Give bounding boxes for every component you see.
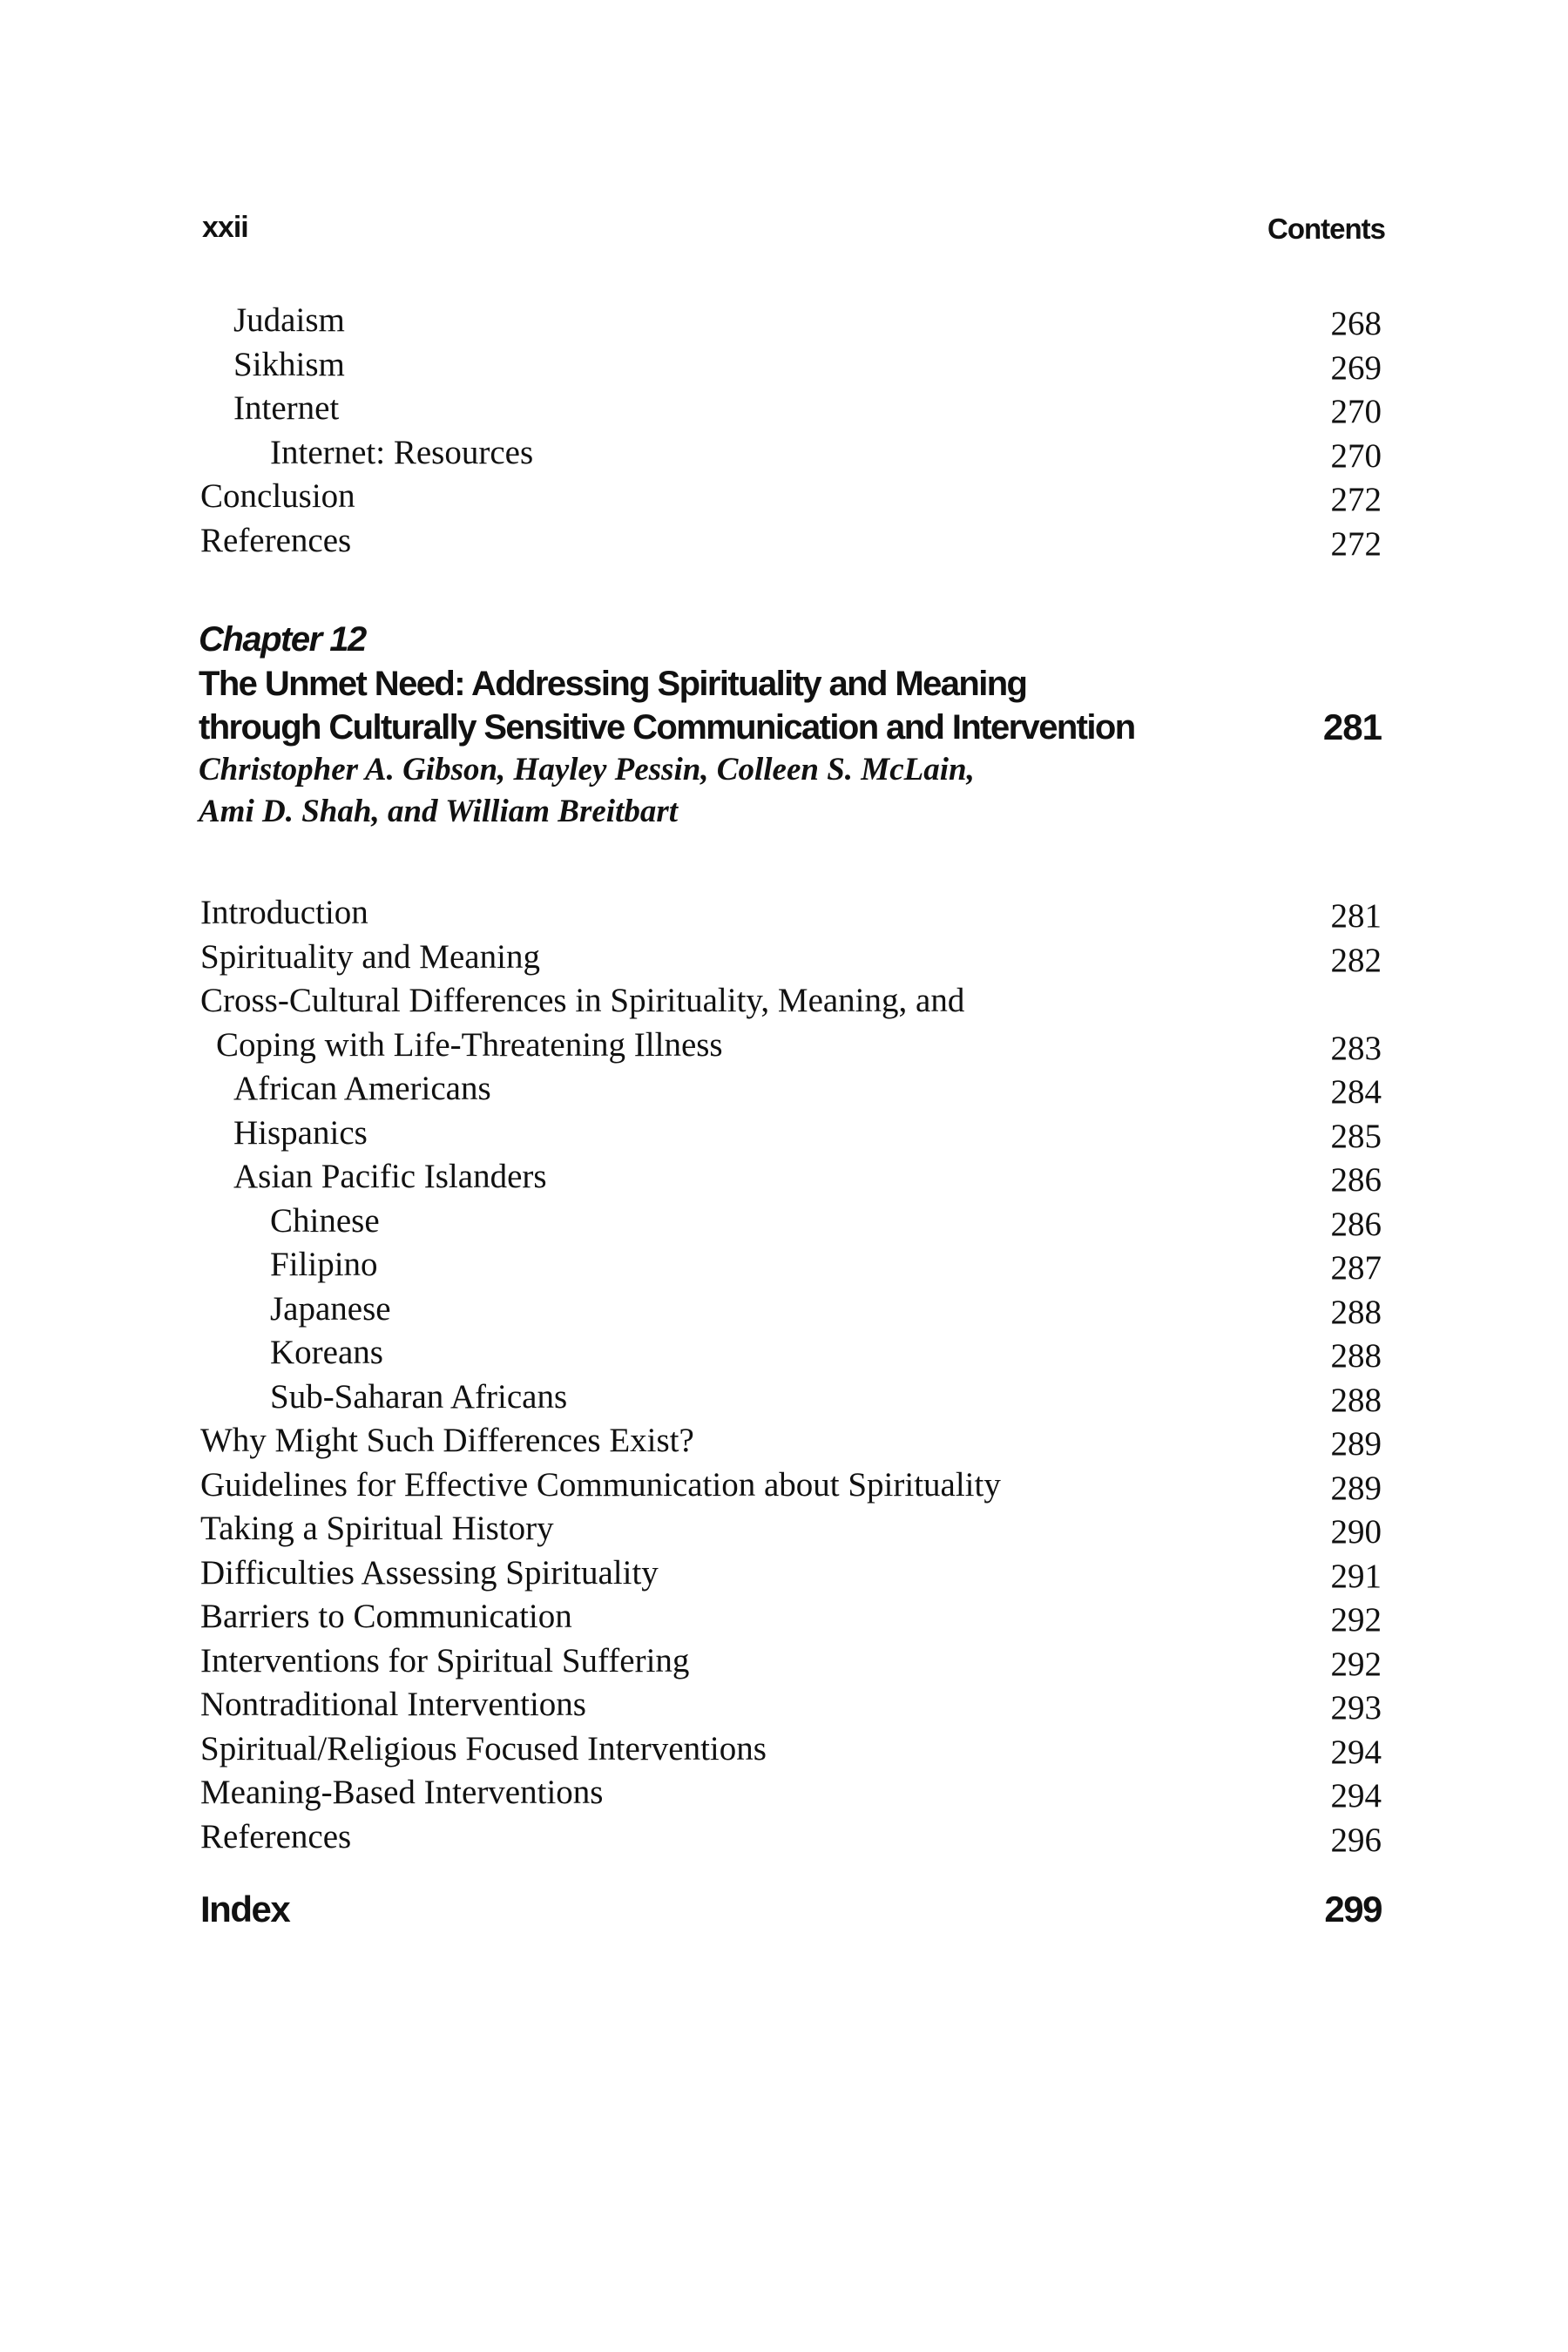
toc-entry (199, 1331, 1385, 1375)
toc-entry-label: References (200, 521, 352, 559)
toc-entry (199, 1595, 1385, 1639)
toc-entry (199, 343, 1385, 388)
toc-entry (199, 1024, 1385, 1068)
toc-entry-label: Japanese (270, 1289, 391, 1328)
toc-entry-label: Internet (233, 389, 340, 427)
toc-entry (199, 1771, 1385, 1815)
toc-entry-label: Hispanics (233, 1113, 368, 1152)
toc-entry-page-number: 288 (1330, 1337, 1382, 1375)
toc-entry-page-number: 291 (1330, 1557, 1382, 1595)
toc-entry-label: Asian Pacific Islanders (233, 1158, 547, 1195)
toc-entry-label: Koreans (270, 1334, 383, 1371)
toc-entry (199, 299, 1385, 343)
toc-entry (199, 936, 1385, 980)
toc-entry-label: Spiritual/Religious Focused Interventions (200, 1729, 767, 1767)
toc-entry (199, 1243, 1385, 1288)
index-page-number: 299 (1324, 1889, 1382, 1930)
toc-entry (199, 1683, 1385, 1727)
toc-entry-label: Barriers to Communication (200, 1598, 572, 1635)
toc-entry-label: Guidelines for Effective Communication about Spirituality (200, 1465, 1001, 1504)
toc-entry-label: African Americans (233, 1070, 491, 1107)
toc-entry-page-number: 288 (1330, 1293, 1382, 1331)
running-head (199, 211, 1385, 254)
toc-entry-page-number: 294 (1330, 1777, 1382, 1815)
toc-entry-page-number: 272 (1330, 524, 1382, 563)
toc-entry-label: Taking a Spiritual History (200, 1510, 554, 1547)
toc-entry-label: Conclusion (200, 477, 355, 515)
toc-entry-page-number: 285 (1330, 1117, 1382, 1155)
toc-entry-label: Meaning-Based Interventions (200, 1774, 604, 1811)
toc-entry-label: Nontraditional Interventions (200, 1686, 586, 1723)
chapter-title-text-2: through Culturally Sensitive Communication and Intervention (199, 708, 1135, 747)
toc-entry-page-number: 290 (1330, 1513, 1382, 1551)
toc-entry-page-number: 282 (1330, 941, 1382, 979)
toc-entry-label: Introduction (200, 894, 368, 931)
toc-entry (199, 1639, 1385, 1684)
toc-entry-label: Interventions for Spiritual Suffering (200, 1641, 690, 1680)
toc-entry-page-number: 284 (1330, 1073, 1382, 1111)
running-head-title: Contents (1267, 213, 1385, 245)
toc-entry-label: Sikhism (233, 345, 345, 383)
toc-entry-page-number: 288 (1330, 1381, 1382, 1419)
toc-entry-page-number: 286 (1330, 1161, 1382, 1199)
chapter-title-text-1: The Unmet Need: Addressing Spirituality and Meaning (199, 665, 1027, 703)
toc-entry-page-number: 269 (1330, 348, 1382, 387)
toc-entry (199, 519, 1385, 564)
chapter-number: Chapter 12 (199, 620, 366, 659)
toc-entry (199, 979, 1385, 1024)
toc-chapter-entries (199, 891, 1385, 1859)
toc-entry-page-number: 289 (1330, 1425, 1382, 1463)
chapter-authors-line-2: Ami D. Shah, and William Breitbart (199, 794, 679, 829)
toc-entry-page-number: 287 (1330, 1249, 1382, 1287)
toc-entry-page-number: 272 (1330, 481, 1382, 518)
toc-entry (199, 1155, 1385, 1200)
toc-entry (199, 891, 1385, 936)
toc-entry-label: Judaism (233, 301, 345, 339)
toc-entry (199, 1112, 1385, 1156)
toc-entry-page-number: 281 (1330, 897, 1382, 935)
index-label: Index (200, 1889, 290, 1930)
toc-entry-page-number: 294 (1330, 1733, 1382, 1771)
chapter-title-line-1 (199, 662, 1385, 706)
toc-entry (199, 1375, 1385, 1420)
toc-entry-page-number: 292 (1330, 1601, 1382, 1639)
toc-entry-label: Difficulties Assessing Spirituality (200, 1553, 659, 1592)
chapter-page-number: 281 (1322, 706, 1382, 747)
toc-entry-label: Internet: Resources (270, 433, 534, 471)
toc-entry-page-number: 268 (1330, 305, 1382, 342)
toc-entry (199, 1727, 1385, 1772)
toc-entry (199, 1200, 1385, 1244)
toc-entry-label: Sub-Saharan Africans (270, 1377, 568, 1416)
chapter-authors-line-1: Christopher A. Gibson, Hayley Pessin, Colleen S. McLain, (199, 752, 975, 787)
toc-entry-label: Cross-Cultural Differences in Spirituality, Meaning, and (200, 982, 965, 1019)
toc-entry-label: Coping with Life-Threatening Illness (216, 1025, 723, 1064)
index-entry (199, 1889, 1385, 1937)
chapter-heading (199, 617, 1385, 833)
toc-entry-label: References (200, 1817, 352, 1855)
toc-entry-label: Why Might Such Differences Exist? (200, 1422, 694, 1459)
toc-entry-page-number: 293 (1330, 1689, 1382, 1727)
toc-entry (199, 1463, 1385, 1508)
chapter-title-line-2 (199, 706, 1385, 749)
toc-entry (199, 1067, 1385, 1112)
toc-entry-label: Filipino (270, 1246, 378, 1283)
toc-entry (199, 1419, 1385, 1463)
toc-entry (199, 475, 1385, 519)
toc-entry-page-number: 286 (1330, 1205, 1382, 1243)
toc-entry-label: Spirituality and Meaning (200, 937, 540, 976)
toc-entry-page-number: 289 (1330, 1469, 1382, 1507)
toc-entry-page-number: 283 (1330, 1029, 1382, 1067)
toc-entry (199, 387, 1385, 431)
toc-entry-page-number: 270 (1330, 393, 1382, 430)
toc-entry-page-number: 292 (1330, 1645, 1382, 1683)
toc-top-entries (199, 299, 1385, 563)
toc-entry (199, 1288, 1385, 1332)
toc-entry (199, 431, 1385, 476)
toc-entry-label: Chinese (270, 1201, 380, 1240)
contents-page (199, 0, 1385, 2352)
toc-entry (199, 1507, 1385, 1551)
toc-entry (199, 1551, 1385, 1596)
toc-entry-page-number: 270 (1330, 436, 1382, 475)
page-folio: xxii (202, 211, 248, 244)
toc-entry-page-number: 296 (1330, 1821, 1382, 1859)
toc-entry (199, 1815, 1385, 1860)
